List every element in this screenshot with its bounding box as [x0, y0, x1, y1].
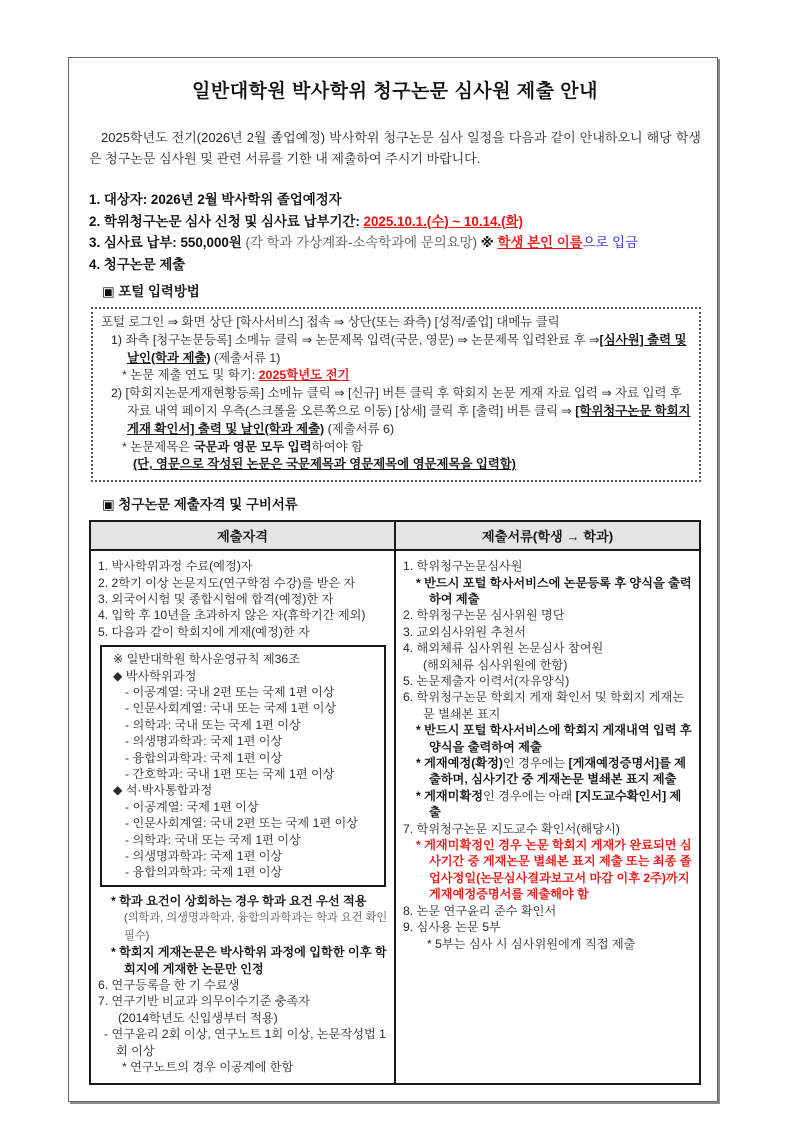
- qualification-items-bottom: [98, 893, 388, 1075]
- text-line: 6. 학위청구논문 학회지 게재 확인서 및 학회지 게재논문 별쇄본 표지: [403, 690, 685, 721]
- text-line: * 게재미확정인 경우 논문 학회지 게재가 완료되면 심사기간 중 게재논문 별쇄본 표지 제출 또는 최종 졸업사정일(논문심사결과보고서 마감 이후 2주)까지 게재예정증명서를 제출해야 함: [416, 838, 692, 902]
- document-page-frame: [68, 57, 718, 1102]
- text-line: 8. 논문 연구윤리 준수 확인서: [403, 903, 557, 918]
- text-line: * 게재미확정인 경우에는 아래 [지도교수확인서] 제출: [416, 788, 682, 820]
- text-line: 7. 연구기반 비교과 의무이수기준 충족자: [98, 994, 311, 1009]
- column-header-documents: 제출서류(학생 → 학과): [395, 521, 700, 550]
- text-line: (2014학년도 신입생부터 적용): [118, 1010, 278, 1025]
- qualification-items-top: [98, 558, 388, 640]
- text-line: * 반드시 포털 학사서비스에 논문등록 후 양식을 출력하여 제출: [416, 575, 692, 606]
- text-line: 1. 대상자: 2026년 2월 박사학위 졸업예정자: [89, 192, 342, 207]
- text-line: 포털 로그인 ⇒ 화면 상단 [학사서비스] 접속 ⇒ 상단(또는 좌측) [성적/졸업] 대메뉴 클릭: [101, 315, 560, 329]
- text-line: - 간호학과: 국내 1편 또는 국제 1편 이상: [125, 767, 335, 782]
- documents-items: [403, 558, 693, 952]
- text-line: 4. 해외체류 심사위원 논문심사 참여원: [403, 641, 604, 656]
- text-line: (의학과, 의생명과학과, 융합의과학과는 학과 요건 확인 필수): [124, 912, 388, 942]
- text-line: 1) 좌측 [청구논문등록] 소메뉴 클릭 ⇒ 논문제목 입력(국문, 영문) ⇒ 논문제목 입력완료 후 ⇒[심사원] 출력 및 날인(학과 제출) (제출서류 1): [111, 332, 687, 365]
- text-line: 5. 논문제출자 이력서(자유양식): [403, 674, 570, 689]
- text-line: * 5부는 심사 시 심사위원에게 직접 제출: [427, 936, 636, 951]
- text-line: 3. 외국어시험 및 종합시험에 합격(예정)한 자: [98, 591, 334, 606]
- text-line: ※ 일반대학원 학사운영규칙 제36조: [113, 652, 300, 667]
- text-line: ◆ 박사학위과정: [113, 668, 197, 683]
- text-line: - 인문사회계열: 국내 2편 또는 국제 1편 이상: [125, 816, 359, 831]
- journal-publication-rule-box: [100, 645, 386, 887]
- text-line: * 연구노트의 경우 이공계에 한함: [122, 1059, 294, 1074]
- text-line: * 게재예정(확정)인 경우에는 [게재예정증명서]를 제출하며, 심사기간 중 게재논문 별쇄본 표지 제출: [416, 756, 687, 787]
- text-line: - 의생명과학과: 국제 1편 이상: [125, 849, 283, 864]
- text-line: 5. 다음과 같이 학회지에 게재(예정)한 자: [98, 624, 310, 639]
- text-line: 4. 청구논문 제출: [89, 256, 186, 272]
- table-body-row: [90, 550, 700, 1084]
- page-title: 일반대학원 박사학위 청구논문 심사원 제출 안내: [192, 81, 598, 102]
- text-line: - 연구윤리 2회 이상, 연구노트 1회 이상, 논문작성법 1회 이상: [104, 1027, 386, 1058]
- text-line: ◆ 석·박사통합과정: [113, 783, 213, 798]
- text-line: - 이공계열: 국내 2편 또는 국제 1편 이상: [125, 685, 335, 700]
- table-header-row: [90, 521, 700, 550]
- text-line: 6. 연구등록을 한 기 수료생: [98, 977, 240, 992]
- requirements-heading: ▣ 청구논문 제출자격 및 구비서류: [102, 497, 298, 513]
- text-line: 7. 학위청구논문 지도교수 확인서(해당시): [403, 821, 620, 836]
- text-line: * 반드시 포털 학사서비스에 학회지 게재내역 입력 후 양식을 출력하여 제출: [416, 723, 692, 754]
- text-line: 1. 학위청구논문심사원: [403, 559, 523, 574]
- text-line: - 의생명과학과: 국제 1편 이상: [125, 734, 283, 749]
- text-line: * 학과 요건이 상회하는 경우 학과 요건 우선 적용: [111, 893, 367, 908]
- text-line: (해외체류 심사위원에 한함): [423, 657, 568, 672]
- text-line: - 이공계열: 국제 1편 이상: [125, 799, 259, 814]
- text-line: - 융합의과학과: 국제 1편 이상: [125, 865, 283, 880]
- text-line: * 논문 제출 연도 및 학기: 2025학년도 전기: [122, 368, 350, 383]
- text-line: 4. 입학 후 10년을 초과하지 않은 자(휴학기간 제외): [98, 608, 366, 623]
- text-line: (단, 영문으로 작성된 논문은 국문제목과 영문제목에 영문제목을 입력함): [133, 457, 516, 472]
- text-line: 3. 교외심사위원 추천서: [403, 624, 526, 639]
- text-line: - 인문사회계열: 국내 또는 국제 1편 이상: [125, 701, 337, 716]
- text-line: * 논문제목은 국문과 영문 모두 입력하여야 함: [122, 439, 363, 454]
- text-line: - 의학과: 국내 또는 국제 1편 이상: [125, 832, 301, 847]
- portal-steps-box: [91, 307, 701, 482]
- qualification-cell: [90, 550, 395, 1084]
- text-line: 1. 박사학위과정 수료(예정)자: [98, 559, 253, 574]
- text-line: 2. 학위청구논문 심사 신청 및 심사료 납부기간: 2025.10.1.(수) ~ 10.14.(화): [89, 213, 524, 229]
- notice-list: [89, 189, 701, 275]
- text-line: 9. 심사용 논문 5부: [403, 920, 501, 935]
- portal-method-heading: ▣ 포털 입력방법: [102, 284, 200, 299]
- text-line: 2. 2학기 이상 논문지도(연구학점 수강)를 받은 자: [98, 575, 356, 590]
- requirements-table: [89, 520, 701, 1085]
- text-line: * 학회지 게재논문은 박사학위 과정에 입학한 이후 학회지에 게재한 논문만 인정: [111, 945, 387, 976]
- intro-paragraph: 2025학년도 전기(2026년 2월 졸업예정) 박사학위 청구논문 심사 일정을 다음과 같이 안내하오니 해당 학생은 청구논문 심사원 및 관련 서류를 기한 내 제출하여 주시기 바랍니다.: [89, 130, 701, 166]
- text-line: 2. 학위청구논문 심사위원 명단: [403, 608, 565, 623]
- text-line: - 융합의과학과: 국제 1편 이상: [125, 750, 283, 765]
- text-line: - 의학과: 국내 또는 국제 1편 이상: [125, 717, 301, 732]
- column-header-qualification: 제출자격: [90, 521, 395, 550]
- text-line: 2) [학회지논문게재현황등록] 소메뉴 클릭 ⇒ [신규] 버튼 클릭 후 학회지 논문 게재 자료 입력 ⇒ 자료 입력 후 자료 내역 페이지 우측(스크롤을 오른쪽으로 이동) [상세] 클릭 후 [출력] 버튼 클릭 ⇒ [학위청구논문 학회지 게재 확인서] 출력 및 날인(학과 제출) (제출서류 6): [111, 386, 691, 436]
- text-line: 3. 심사료 납부: 550,000원 (각 학과 가상계좌-소속학과에 문의요망) ※ 학생 본인 이름으로 입금: [89, 235, 639, 250]
- documents-cell: [395, 550, 700, 1084]
